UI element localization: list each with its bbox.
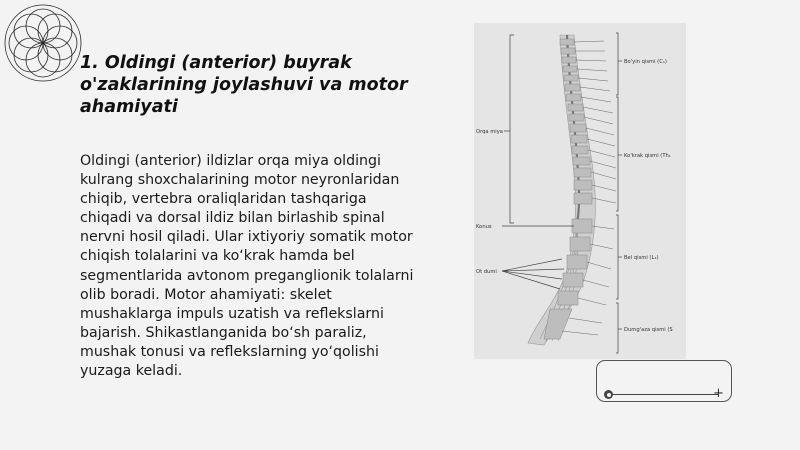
audio-playhead-icon[interactable] [604,390,613,399]
spine-illustration [474,23,686,359]
audio-plus-icon[interactable]: + [713,386,724,401]
label-cauda-equina: Ot dumi [476,269,497,275]
audio-progress-track[interactable] [609,394,719,395]
slide-body-text: Oldingi (anterior) ildizlar orqa miya oldingi kulrang shoxchalarining motor neyronlaridan chiqib, vertebra oraliqlaridan tashqariga chiqadi va dorsal ildiz bilan birlashib spinal nervni hosil qiladi. Ular ixtiyoriy somatik motor chiqish tolalarini va ko‘krak hamda bel segmentlarida avtonom preganglionik tolalarni olib boradi. Motor ahamiyati: skelet mushaklarga impuls uzatish va reflekslarni bajarish. Shikastlanganida bo‘sh paraliz, mushak tonusi va reflekslarning yo‘qolishi yuzaga keladi. [80,153,414,380]
label-cervical: Bo'yin qismi (C₁) [624,59,667,65]
audio-player[interactable] [596,360,732,402]
decorative-circles-icon [2,2,84,84]
label-sacral: Dumg'aza qismi (S [624,327,673,333]
label-lumbar: Bel qismi (L₁) [624,255,659,261]
label-thoracic: Ko'krak qismi (Th₁ [624,153,671,159]
label-conus: Konus [476,224,492,230]
spinal-cord-figure [474,23,686,359]
label-spinal-cord: Orqa miya [476,129,503,135]
slide-title: 1. Oldingi (anterior) buyrak o'zaklarining joylashuvi va motor ahamiyati [80,53,408,117]
